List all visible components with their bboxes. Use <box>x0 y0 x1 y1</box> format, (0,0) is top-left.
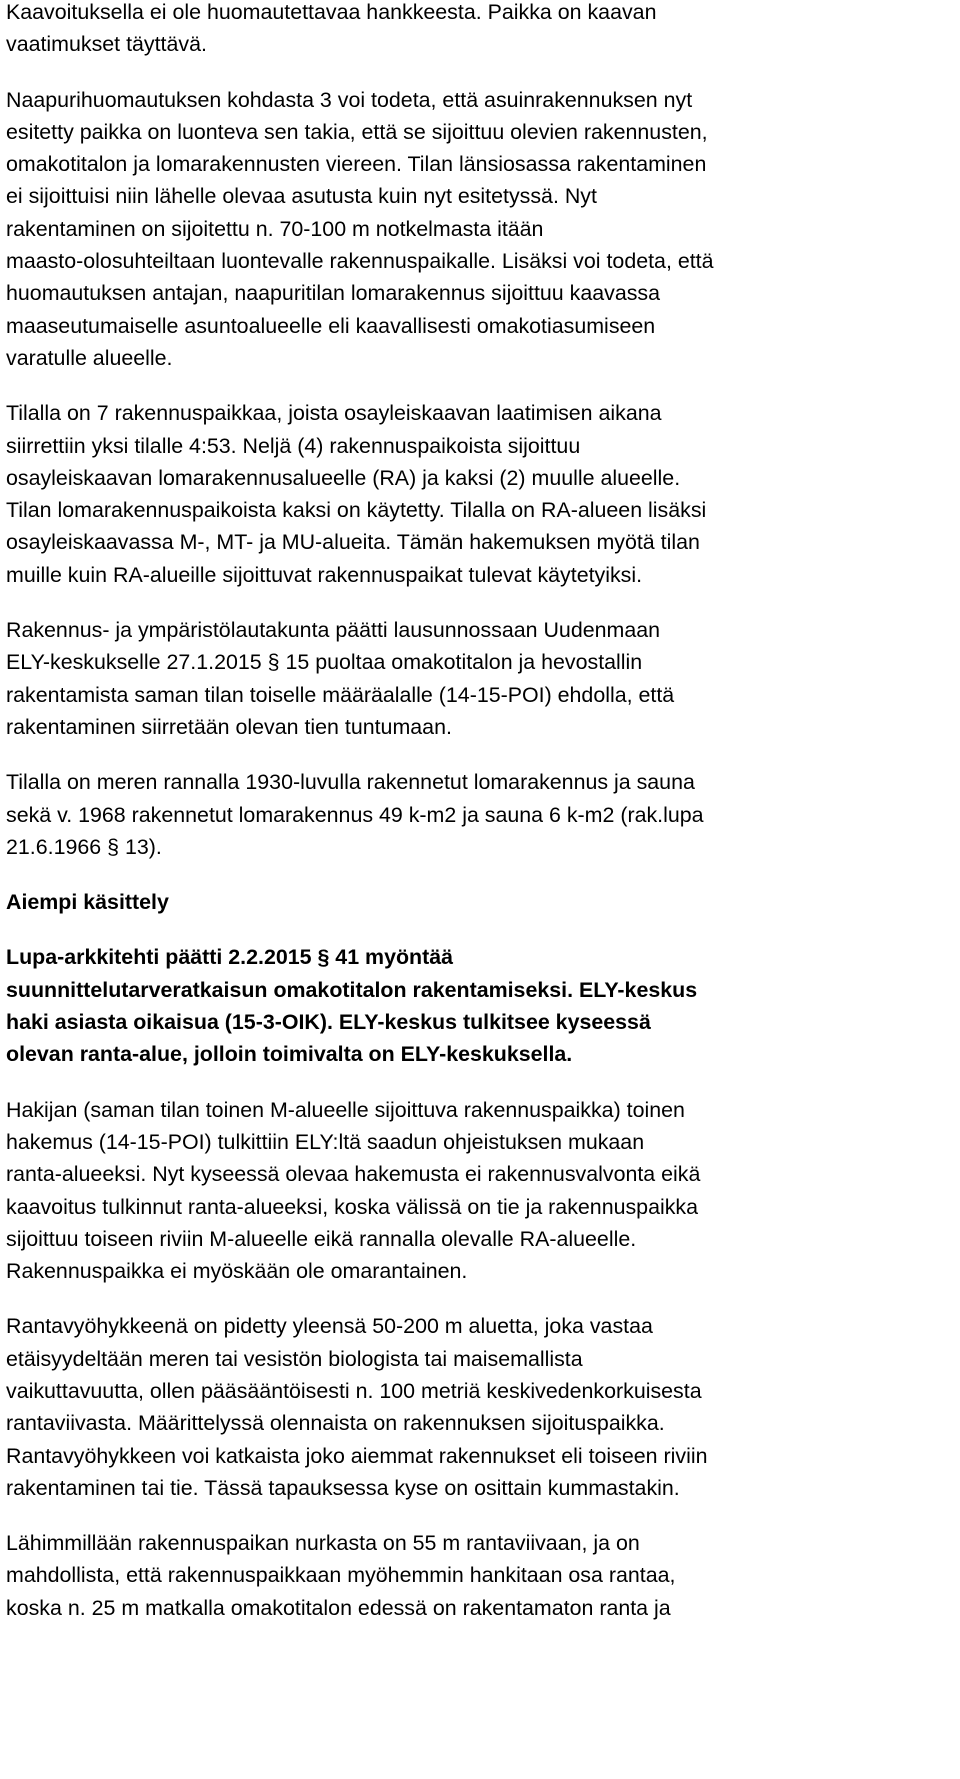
text-line: Tilalla on 7 rakennuspaikkaa, joista osayleiskaavan laatimisen aikana <box>6 401 662 426</box>
paragraph-board-statement <box>6 614 960 743</box>
text-line: ranta-alueeksi. Nyt kyseessä olevaa hakemusta ei rakennusvalvonta eikä <box>6 1162 701 1187</box>
paragraph-kaavoitus-statement <box>6 0 960 61</box>
text-line: rakentamista saman tilan toiselle määräalalle (14-15-POI) ehdolla, että <box>6 682 675 707</box>
text-line: esitetty paikka on luonteva sen takia, että se sijoittuu olevien rakennusten, <box>6 119 708 144</box>
text-line: kaavoitus tulkinnut ranta-alueeksi, koska välissä on tie ja rakennuspaikka <box>6 1194 699 1219</box>
text-line: Tilan lomarakennuspaikoista kaksi on käytetty. Tilalla on RA-alueen lisäksi <box>6 498 707 523</box>
section-heading <box>6 886 960 918</box>
text-line: hakemus (14-15-POI) tulkittiin ELY:ltä saadun ohjeistuksen mukaan <box>6 1129 645 1154</box>
text-line: mahdollista, että rakennuspaikkaan myöhemmin hankitaan osa rantaa, <box>6 1563 676 1588</box>
text-line: vaikuttavuutta, ollen pääsääntöisesti n. 100 metriä keskivedenkorkuisesta <box>6 1378 702 1403</box>
text-line: rakentaminen tai tie. Tässä tapauksessa kyse on osittain kummastakin. <box>6 1475 680 1500</box>
text-line: suunnittelutarveratkaisun omakotitalon rakentamiseksi. ELY-keskus <box>6 977 698 1002</box>
text-line: Rakennus- ja ympäristölautakunta päätti lausunnossaan Uudenmaan <box>6 618 661 643</box>
text-line: Hakijan (saman tilan toinen M-alueelle sijoittuva rakennuspaikka) toinen <box>6 1097 685 1122</box>
text-line: huomautuksen antajan, naapuritilan lomarakennus sijoittuu kaavassa <box>6 281 661 306</box>
text-line: ELY-keskukselle 27.1.2015 § 15 puoltaa omakotitalon ja hevostallin <box>6 650 643 675</box>
text-line: Tilalla on meren rannalla 1930-luvulla rakennetut lomarakennus ja sauna <box>6 770 695 795</box>
paragraph-previous-decision <box>6 941 960 1070</box>
text-line: Rantavyöhykkeenä on pidetty yleensä 50-200 m aluetta, joka vastaa <box>6 1314 653 1339</box>
text-line: rakentaminen siirretään olevan tien tuntumaan. <box>6 714 452 739</box>
text-line: rantaviivasta. Määrittelyssä olennaista on rakennuksen sijoituspaikka. <box>6 1411 665 1436</box>
text-line: rakentaminen on sijoitettu n. 70-100 m notkelmasta itään <box>6 216 544 241</box>
text-line: vaatimukset täyttävä. <box>6 32 207 57</box>
paragraph-neighbour-comment <box>6 84 960 375</box>
text-line: Naapurihuomautuksen kohdasta 3 voi todeta, että asuinrakennuksen nyt <box>6 87 693 112</box>
text-line: 21.6.1966 § 13). <box>6 834 162 859</box>
text-line: siirrettiin yksi tilalle 4:53. Neljä (4) rakennuspaikoista sijoittuu <box>6 433 581 458</box>
text-line: omakotitalon ja lomarakennusten viereen. Tilan länsiosassa rakentaminen <box>6 152 707 177</box>
text-line: olevan ranta-alue, jolloin toimivalta on ELY-keskuksella. <box>6 1042 573 1067</box>
text-line: Kaavoituksella ei ole huomautettavaa hankkeesta. Paikka on kaavan <box>6 0 657 24</box>
text-line: etäisyydeltään meren tai vesistön biologista tai maisemallista <box>6 1346 583 1371</box>
text-line: Lähimmillään rakennuspaikan nurkasta on 55 m rantaviivaan, ja on <box>6 1531 640 1556</box>
text-line: Rantavyöhykkeen voi katkaista joko aiemmat rakennukset eli toiseen riviin <box>6 1443 708 1468</box>
paragraph-shore-zone <box>6 1310 960 1504</box>
text-line: Rakennuspaikka ei myöskään ole omarantainen. <box>6 1259 468 1284</box>
text-line: maasto-olosuhteiltaan luontevalle rakennuspaikalle. Lisäksi voi todeta, että <box>6 249 714 274</box>
text-line: sijoittuu toiseen riviin M-alueelle eikä rannalla olevalle RA-alueelle. <box>6 1226 637 1251</box>
text-line: muille kuin RA-alueille sijoittuvat rakennuspaikat tulevat käytetyiksi. <box>6 562 643 587</box>
text-line: ei sijoittuisi niin lähelle olevaa asutusta kuin nyt esitetyssä. Nyt <box>6 184 597 209</box>
text-line: maaseutumaiselle asuntoalueelle eli kaavallisesti omakotiasumiseen <box>6 313 656 338</box>
paragraph-applicant-second-application <box>6 1094 960 1288</box>
text-line: osayleiskaavan lomarakennusalueelle (RA) ja kaksi (2) muulle alueelle. <box>6 465 681 490</box>
heading-text: Aiempi käsittely <box>6 890 169 915</box>
text-line: haki asiasta oikaisua (15-3-OIK). ELY-keskus tulkitsee kyseessä <box>6 1010 651 1035</box>
text-line: osayleiskaavassa M-, MT- ja MU-alueita. Tämän hakemuksen myötä tilan <box>6 530 700 555</box>
text-line: sekä v. 1968 rakennetut lomarakennus 49 k-m2 ja sauna 6 k-m2 (rak.lupa <box>6 802 704 827</box>
text-line: koska n. 25 m matkalla omakotitalon edessä on rakentamaton ranta ja <box>6 1595 671 1620</box>
paragraph-existing-buildings <box>6 766 960 863</box>
paragraph-building-sites <box>6 397 960 591</box>
paragraph-distance-to-shore <box>6 1527 960 1624</box>
text-line: varatulle alueelle. <box>6 345 173 370</box>
text-line: Lupa-arkkitehti päätti 2.2.2015 § 41 myöntää <box>6 945 454 970</box>
